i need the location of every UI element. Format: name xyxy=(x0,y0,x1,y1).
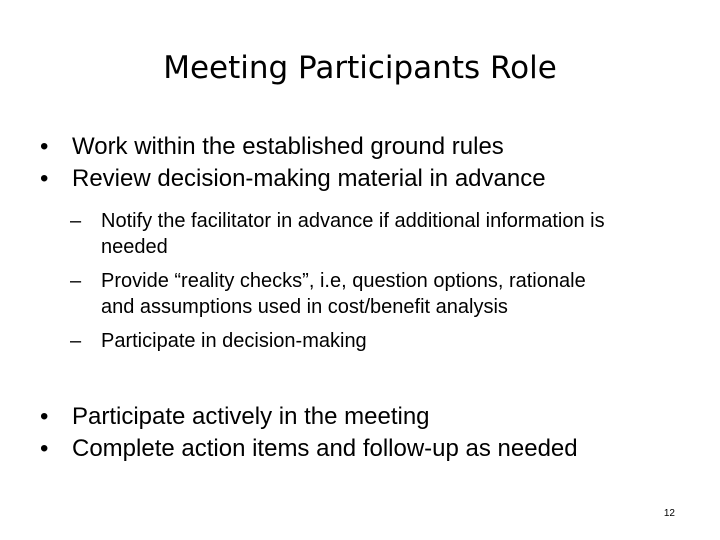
bullet-marker: • xyxy=(40,165,49,192)
bullet-marker: • xyxy=(40,403,49,430)
bullet-text: Work within the established ground rules xyxy=(72,133,504,160)
sub-bullet-text: Notify the facilitator in advance if additional information is needed xyxy=(101,210,605,258)
slide-title: Meeting Participants Role xyxy=(163,50,557,86)
sub-bullet-text: Participate in decision-making xyxy=(101,330,367,352)
sub-bullet-item xyxy=(40,328,700,354)
sub-bullet-text: Provide “reality checks”, i.e, question options, rationale and assumptions used in cost/benefit analysis xyxy=(101,270,586,318)
bullet-list xyxy=(40,131,700,195)
page-number: 12 xyxy=(663,508,675,519)
sub-bullet-item xyxy=(40,208,700,260)
bullet-marker: • xyxy=(40,435,49,462)
sub-bullet-list xyxy=(40,208,700,354)
sub-bullet-item xyxy=(40,268,700,320)
bullet-text: Participate actively in the meeting xyxy=(72,403,430,430)
bullet-list-continued xyxy=(40,401,700,465)
bullet-item xyxy=(40,401,700,433)
bullet-marker: • xyxy=(40,133,49,160)
bullet-text: Complete action items and follow-up as needed xyxy=(72,435,578,462)
sub-bullet-marker: – xyxy=(70,210,82,232)
sub-bullet-marker: – xyxy=(70,270,82,292)
bullet-item xyxy=(40,163,700,195)
bullet-item xyxy=(40,131,700,163)
bullet-item xyxy=(40,433,700,465)
sub-bullet-marker: – xyxy=(70,330,82,352)
bullet-text: Review decision-making material in advance xyxy=(72,165,546,192)
